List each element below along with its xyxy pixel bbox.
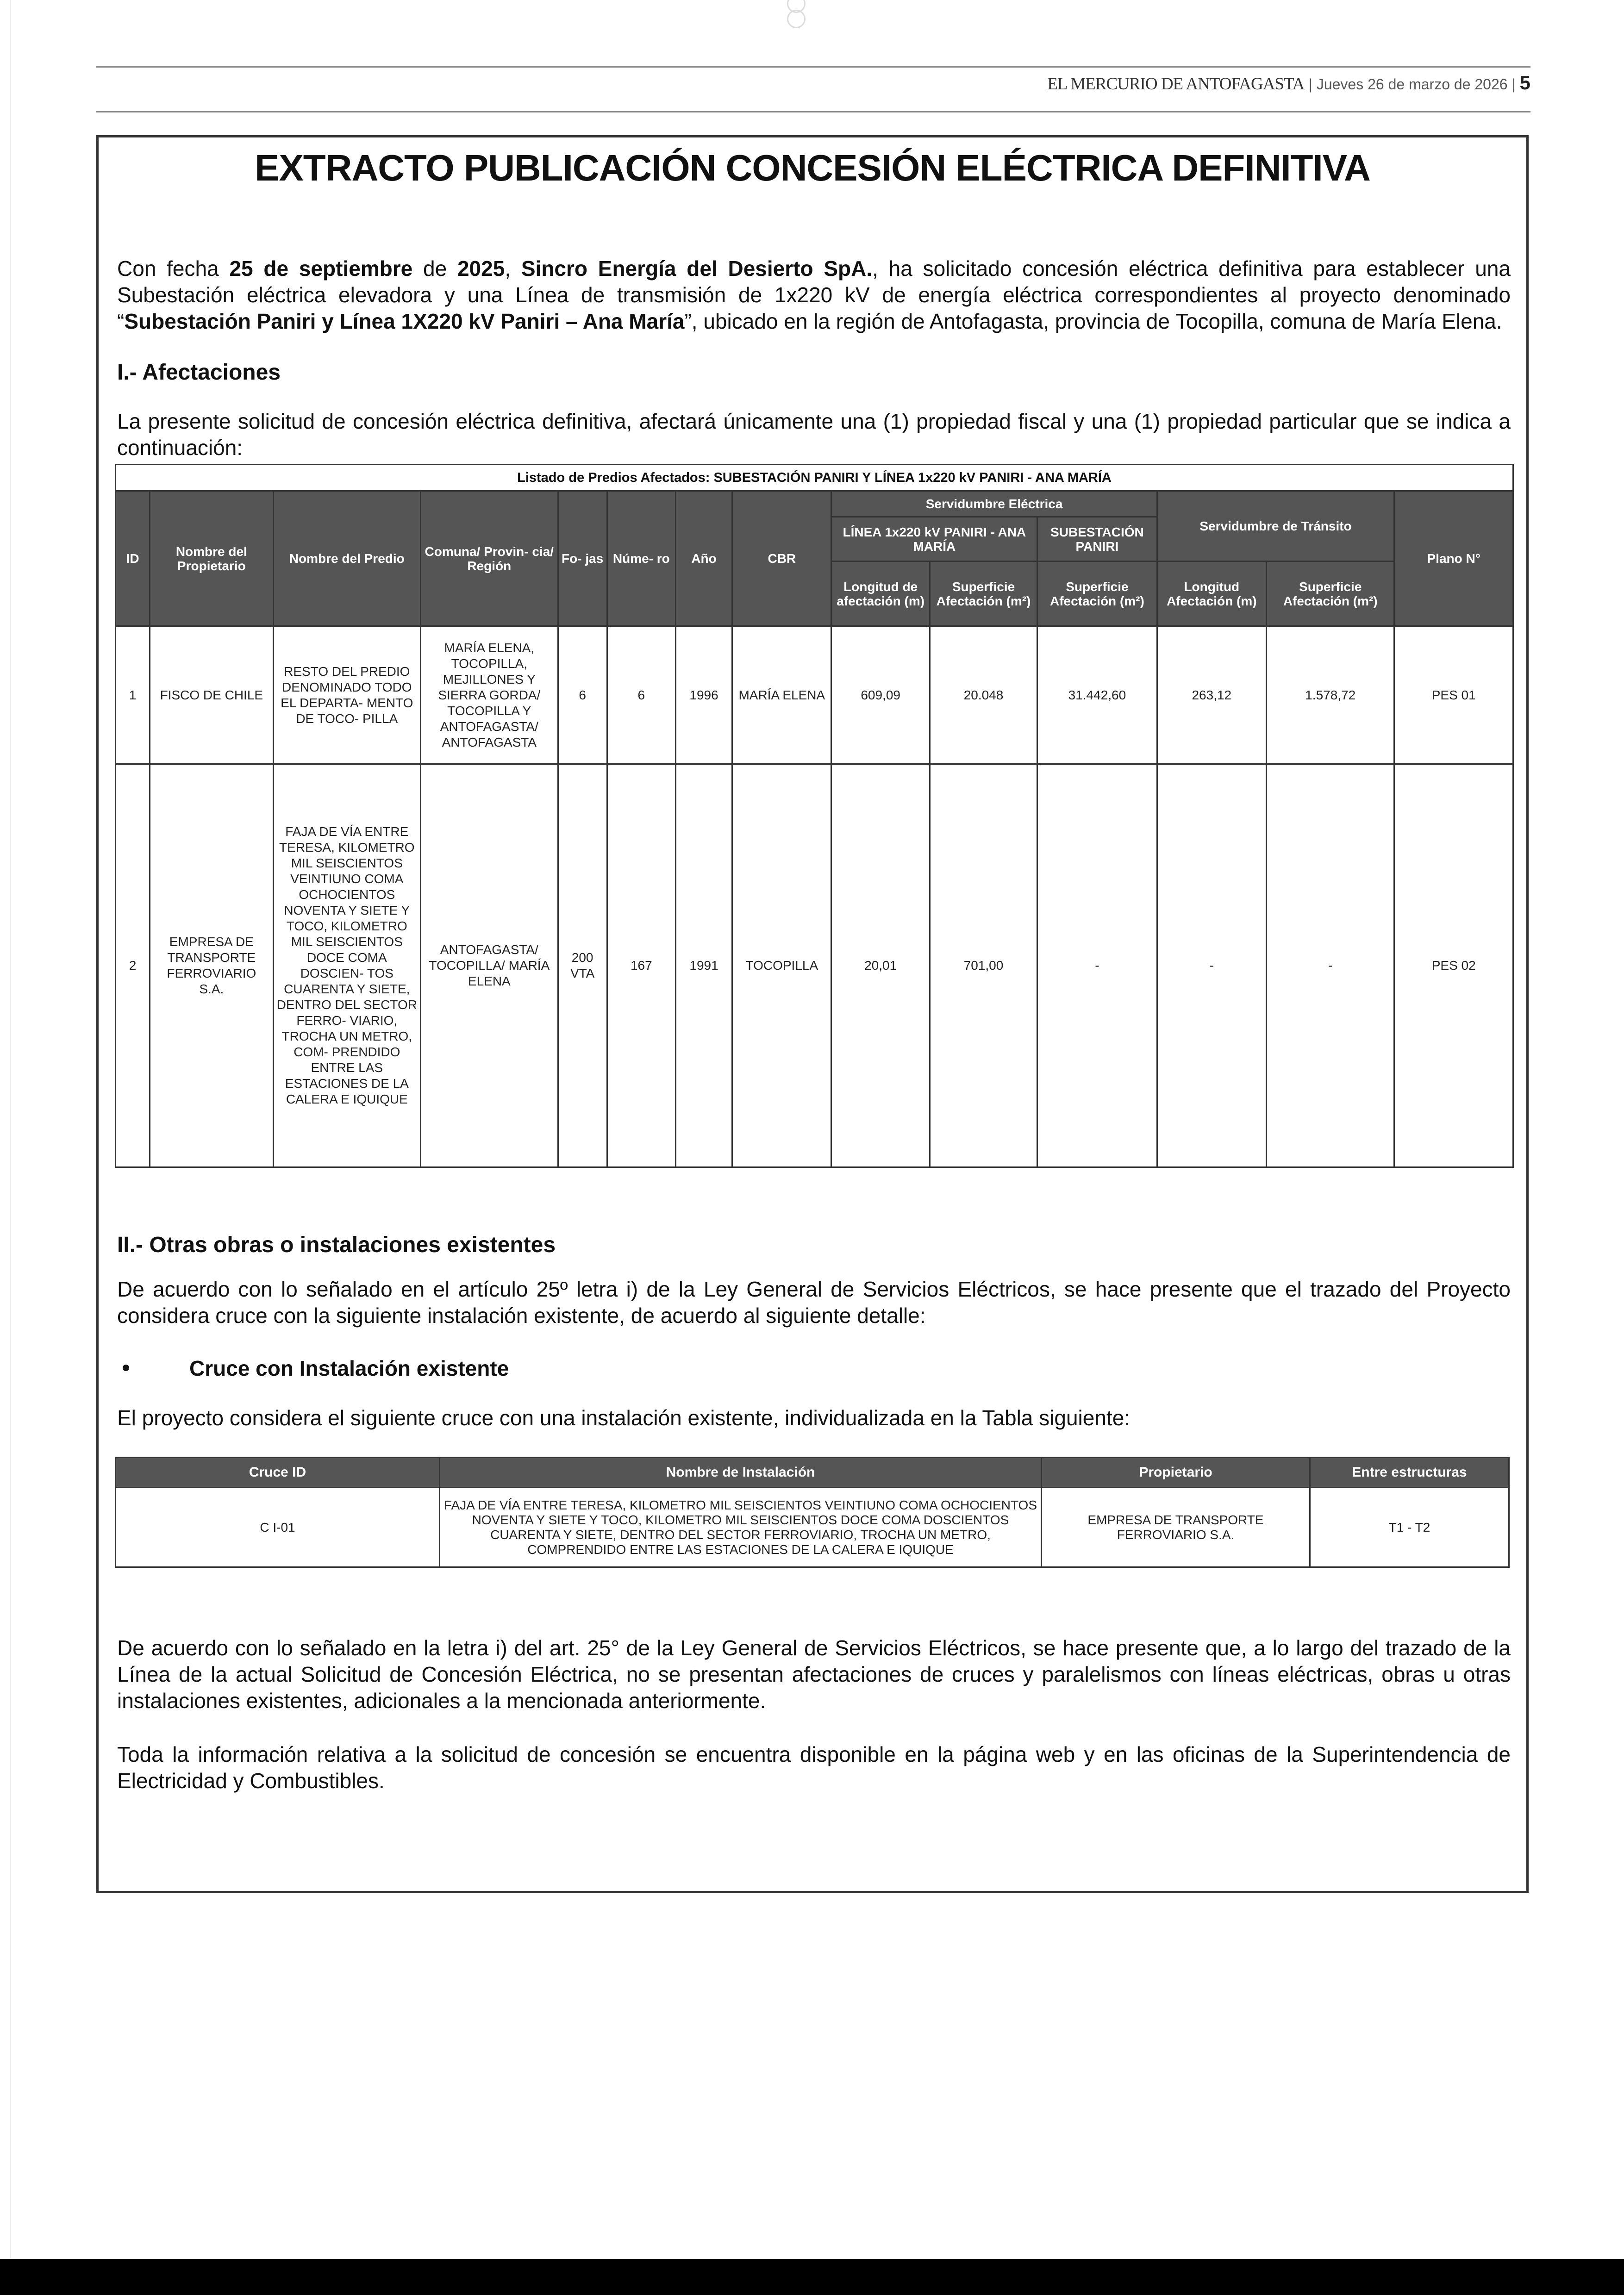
col-long-transito: Longitud Afectación (m) [1157, 561, 1266, 626]
col-propietario: Propietario [1042, 1458, 1310, 1488]
cell-nombre: FAJA DE VÍA ENTRE TERESA, KILOMETRO MIL SEISCIENTOS VEINTIUNO COMA OCHOCIENTOS NOVENTA Y SIETE Y TOCO, KILOMETRO MIL SEISCIENTOS DOCE COMA DOSCIENTOS CUARENTA Y SIETE, DENTRO DEL SECTOR FERROVIARIO, TROCHA UN METRO, COMPRENDIDO ENTRE LAS ESTACIONES DE LA CALERA E IQUIQUE [440, 1488, 1042, 1567]
col-long-afect: Longitud de afectación (m) [831, 561, 930, 626]
col-id: ID [116, 491, 150, 626]
cell-cbr: TOCOPILLA [732, 764, 831, 1167]
affected-properties-table [115, 464, 1514, 1168]
cell-owner: FISCO DE CHILE [150, 626, 273, 764]
cell-fojas: 6 [558, 626, 607, 764]
notice-title: EXTRACTO PUBLICACIÓN CONCESIÓN ELÉCTRICA DEFINITIVA [255, 147, 1370, 188]
cell-id: 2 [116, 764, 150, 1167]
cell-year: 1991 [675, 764, 732, 1167]
cell-owner: EMPRESA DE TRANSPORTE FERROVIARIO S.A. [150, 764, 273, 1167]
col-plano: Plano N° [1394, 491, 1513, 626]
col-numero: Núme- ro [607, 491, 675, 626]
cell-propietario: EMPRESA DE TRANSPORTE FERROVIARIO S.A. [1042, 1488, 1310, 1567]
bullet-icon [123, 1365, 129, 1371]
cell-commune: ANTOFAGASTA/ TOCOPILLA/ MARÍA ELENA [421, 764, 558, 1167]
col-year: Año [675, 491, 732, 626]
col-commune: Comuna/ Provin- cia/ Región [421, 491, 558, 626]
cell-sup-sub: - [1037, 764, 1157, 1167]
crossing-table [115, 1457, 1510, 1568]
col-entre-estructuras: Entre estructuras [1310, 1458, 1509, 1488]
cell-plano: PES 01 [1394, 626, 1513, 764]
col-subestacion: SUBESTACIÓN PANIRI [1037, 517, 1157, 561]
table-caption: Listado de Predios Afectados: SUBESTACIÓN PANIRI Y LÍNEA 1x220 kV PANIRI - ANA MARÍA [116, 465, 1513, 491]
table-row [116, 764, 1513, 1167]
cell-estructuras: T1 - T2 [1310, 1488, 1509, 1567]
col-cruce-id: Cruce ID [116, 1458, 440, 1488]
col-sup-afect-linea: Superficie Afectación (m²) [930, 561, 1037, 626]
navigation-bar [0, 2259, 1624, 2295]
cell-numero: 167 [607, 764, 675, 1167]
page-edge [10, 0, 11, 2259]
page-dot [787, 10, 806, 28]
cell-commune: MARÍA ELENA, TOCOPILLA, MEJILLONES Y SIERRA GORDA/ TOCOPILLA Y ANTOFAGASTA/ ANTOFAGASTA [421, 626, 558, 764]
cell-sup-sub: 31.442,60 [1037, 626, 1157, 764]
cell-long-tr: - [1157, 764, 1266, 1167]
section1-text: La presente solicitud de concesión eléctrica definitiva, afectará únicamente una (1) propiedad fiscal y una (1) propiedad particular que se indica a continuación: [117, 409, 1511, 460]
col-nombre-instalacion: Nombre de Instalación [440, 1458, 1042, 1488]
col-serv-electrica: Servidumbre Eléctrica [831, 491, 1157, 517]
intro-paragraph: Con fecha 25 de septiembre de 2025, Sincro Energía del Desierto SpA., ha solicitado concesión eléctrica definitiva para establecer una Subestación eléctrica elevadora y una Línea de transmisión de 1x220 kV de energía eléctrica correspondientes al proyecto denominado “Subestación Paniri y Línea 1X220 kV Paniri – Ana María”, ubicado en la región de Antofagasta, provincia de Tocopilla, comuna de María Elena. [117, 256, 1511, 333]
col-sup-transito: Superficie Afectación (m²) [1267, 561, 1394, 626]
cell-long: 20,01 [831, 764, 930, 1167]
col-fojas: Fo- jas [558, 491, 607, 626]
page-number: 5 [1519, 72, 1530, 94]
newspaper-header: EL MERCURIO DE ANTOFAGASTA | Jueves 26 de marzo de 2026 | 5 [1047, 72, 1530, 94]
col-serv-transito: Servidumbre de Tránsito [1157, 491, 1394, 561]
closing-paragraph-2: Toda la información relativa a la solicitud de concesión se encuentra disponible en la página web y en las oficinas de la Superintendencia de Electricidad y Combustibles. [117, 1742, 1511, 1793]
bullet-label: Cruce con Instalación existente [189, 1356, 509, 1380]
cell-fojas: 200 VTA [558, 764, 607, 1167]
cell-property: RESTO DEL PREDIO DENOMINADO TODO EL DEPARTA- MENTO DE TOCO- PILLA [273, 626, 421, 764]
header-rule-bottom [96, 111, 1530, 112]
cell-sup-tr: 1.578,72 [1267, 626, 1394, 764]
notice-frame [96, 135, 1529, 1893]
table-row [116, 1488, 1509, 1567]
cell-sup-linea: 20.048 [930, 626, 1037, 764]
col-property: Nombre del Predio [273, 491, 421, 626]
cell-cruce-id: C I-01 [116, 1488, 440, 1567]
cell-long: 609,09 [831, 626, 930, 764]
cell-plano: PES 02 [1394, 764, 1513, 1167]
cell-sup-linea: 701,00 [930, 764, 1037, 1167]
col-linea: LÍNEA 1x220 kV PANIRI - ANA MARÍA [831, 517, 1037, 561]
cell-long-tr: 263,12 [1157, 626, 1266, 764]
section2-text: De acuerdo con lo señalado en el artículo 25º letra i) de la Ley General de Servicios Eléctricos, se hace presente que el trazado del Proyecto considera cruce con la siguiente instalación existente, de acuerdo al siguiente detalle: [117, 1277, 1511, 1328]
cell-numero: 6 [607, 626, 675, 764]
cell-sup-tr: - [1267, 764, 1394, 1167]
publication-date: Jueves 26 de marzo de 2026 [1316, 76, 1508, 93]
header-rule-top [96, 66, 1530, 68]
col-owner: Nombre del Propietario [150, 491, 273, 626]
cell-property: FAJA DE VÍA ENTRE TERESA, KILOMETRO MIL SEISCIENTOS VEINTIUNO COMA OCHOCIENTOS NOVENTA Y SIETE Y TOCO, KILOMETRO MIL SEISCIENTOS DOCE COMA DOSCIEN- TOS CUARENTA Y SIETE, DENTRO DEL SECTOR FERRO- VIARIO, TROCHA UN METRO, COM- PRENDIDO ENTRE LAS ESTACIONES DE LA CALERA E IQUIQUE [273, 764, 421, 1167]
page-indicator [787, 0, 824, 14]
publication-name: EL MERCURIO DE ANTOFAGASTA [1047, 75, 1305, 94]
cell-cbr: MARÍA ELENA [732, 626, 831, 764]
closing-paragraph-1: De acuerdo con lo señalado en la letra i) del art. 25° de la Ley General de Servicios Eléctricos, se hace presente que, a lo largo del trazado de la Línea de la actual Solicitud de Concesión Eléctrica, no se presentan afectaciones de cruces y paralelismos con líneas eléctricas, obras u otras instalaciones existentes, adicionales a la mencionada anteriormente. [117, 1636, 1511, 1713]
section1-heading: I.- Afectaciones [117, 360, 281, 385]
cell-year: 1996 [675, 626, 732, 764]
section2-heading: II.- Otras obras o instalaciones existentes [117, 1233, 556, 1257]
col-cbr: CBR [732, 491, 831, 626]
col-sup-afect-sub: Superficie Afectación (m²) [1037, 561, 1157, 626]
bullet-item [117, 1356, 509, 1381]
table-row [116, 626, 1513, 764]
section2-text2: El proyecto considera el siguiente cruce con una instalación existente, individualizada en la Tabla siguiente: [117, 1406, 1131, 1430]
cell-id: 1 [116, 626, 150, 764]
